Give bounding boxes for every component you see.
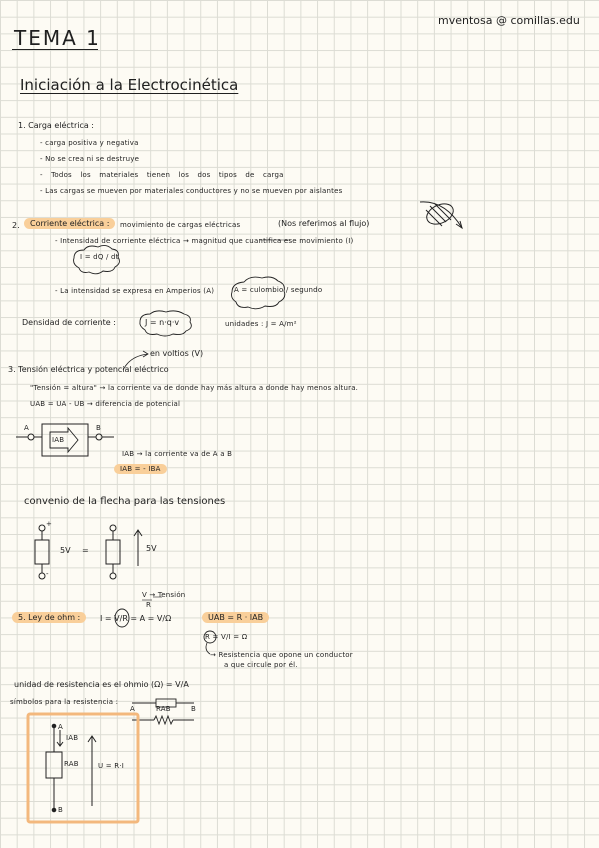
formula-intensity: I = dQ / dt [80, 253, 119, 261]
s1-bullet: - Todos los materiales tienen los dos tipos de carga [40, 171, 284, 179]
s2-bullet-intensity: - Intensidad de corriente eléctrica → magnitud que cuantifica ese movimiento (I) [55, 237, 354, 245]
s1-bullet: - No se crea ni se destruye [40, 155, 140, 163]
resistor-circuit-diagram [46, 724, 96, 812]
uab-formula: UAB = R · IAB [202, 612, 269, 623]
plus-sign: + [46, 520, 53, 528]
formula-ampere: A = culombio / segundo [234, 286, 323, 294]
circuit-box-label: IAB [52, 436, 65, 444]
circuit-label-a: A [24, 424, 29, 432]
s5-heading: 5. Ley de ohm : [12, 612, 86, 623]
density-label: Densidad de corriente : [22, 318, 116, 327]
author-email: mventosa @ comillas.edu [438, 14, 580, 27]
minus-sign: - [46, 570, 49, 578]
voltage-value-1: 5V [60, 546, 71, 555]
circuit-note: IAB → la corriente va de A a B [122, 450, 233, 458]
density-units: unidades : J = A/m² [225, 320, 297, 328]
circuit-resistor-label: RAB [64, 760, 79, 768]
voltage-value-2: 5V [146, 544, 157, 553]
page-title: Iniciación a la Electrocinética [20, 76, 239, 94]
ohm-formula: I = V/R = A = V/Ω [100, 614, 172, 623]
s3-line-potencial: UAB = UA - UB → diferencia de potencial [30, 400, 181, 408]
resistance-arrow [206, 643, 210, 654]
s3-heading: 3. Tensión eléctrica y potencial eléctrico [8, 365, 169, 374]
symbols-label: símbolos para la resistencia : [10, 698, 119, 706]
s1-bullet: - Las cargas se mueven por materiales conductores y no se mueven por aislantes [40, 187, 343, 195]
cloud-intensity [74, 245, 120, 273]
iba-relation: IAB = - IBA [114, 464, 167, 474]
s2-description: movimiento de cargas eléctricas [120, 221, 241, 229]
circuit-node-a: A [58, 723, 63, 731]
cloud-density [140, 311, 191, 336]
tema-label: TEMA 1 [14, 26, 101, 50]
s1-bullet: - carga positiva y negativa [40, 139, 139, 147]
symbol-label-a: A [130, 705, 135, 713]
ohm-annotation-r: R [146, 601, 152, 609]
s4-heading: convenio de la flecha para las tensiones [24, 496, 226, 507]
s1-heading: 1. Carga eléctrica : [18, 121, 94, 130]
resistance-symbols [132, 699, 197, 724]
s3-line-altura: "Tensión = altura" → la corriente va de donde hay más altura a donde hay menos altura. [30, 384, 359, 392]
resistance-formula: R = V/I = Ω [205, 633, 248, 641]
ohm-circle-vr [115, 609, 129, 627]
symbol-label-rab: RAB [156, 705, 171, 713]
circuit-label-b: B [96, 424, 102, 432]
density-formula: J = n·q·v [145, 318, 180, 327]
s2-note: (Nos referimos al flujo) [278, 219, 370, 228]
resistance-circle [204, 631, 216, 643]
symbol-label-b: B [191, 705, 197, 713]
s2-heading: Corriente eléctrica : [24, 218, 115, 229]
s2-number: 2. [12, 221, 20, 230]
circuit-node-b: B [58, 806, 64, 814]
circuit-highlight-frame [28, 714, 138, 822]
s3-annotation: en voltios (V) [150, 349, 204, 358]
circuit-voltage-label: U = R·I [98, 762, 124, 770]
circuit-current-label: IAB [66, 734, 79, 742]
ohm-annotation: V → Tensión [142, 591, 186, 599]
voltage-convention-diagram [35, 525, 142, 579]
unit-text: unidad de resistencia es el ohmio (Ω) = V/A [14, 680, 189, 689]
equals-sign: = [82, 546, 89, 555]
charge-flow-doodle [420, 200, 462, 228]
s2-bullet-amperes: - La intensidad se expresa en Amperios (A) [55, 287, 215, 295]
circuit-ab-diagram [16, 424, 114, 456]
cloud-ampere [232, 277, 285, 309]
resistance-desc-1: → Resistencia que opone un conductor [210, 651, 353, 659]
resistance-desc-2: a que circule por él. [224, 661, 298, 669]
